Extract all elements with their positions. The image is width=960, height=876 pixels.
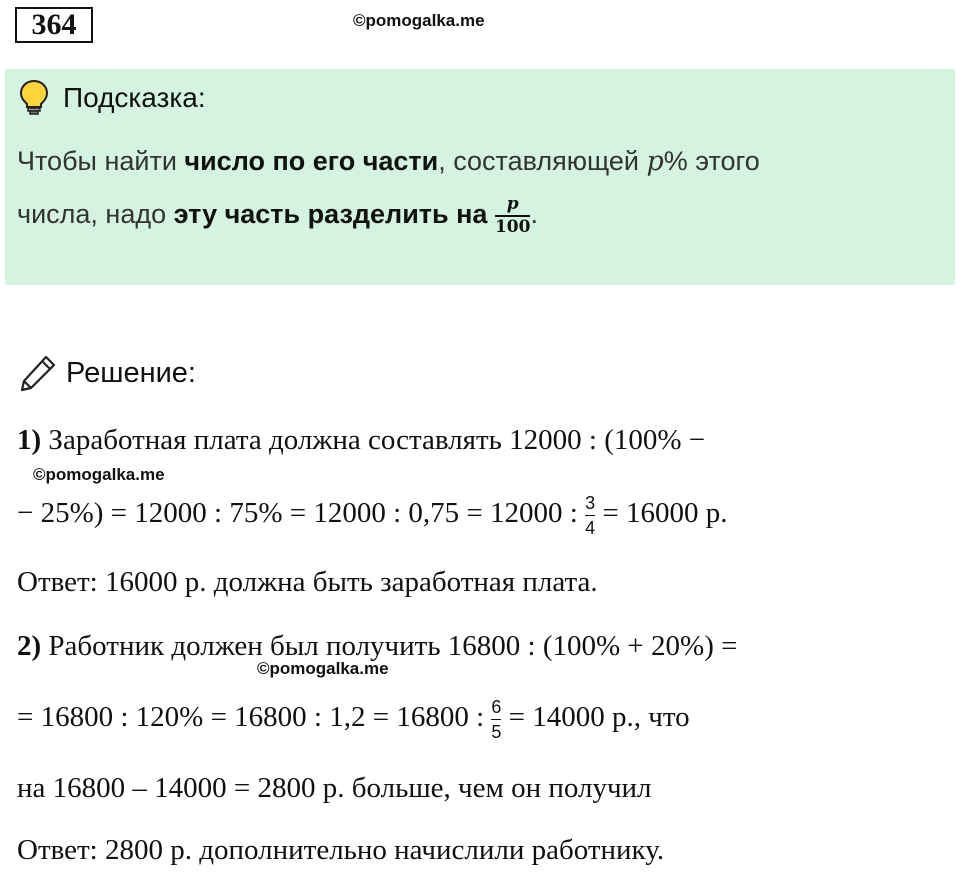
hint-fraction: [495, 196, 531, 236]
pencil-icon: [18, 353, 58, 393]
solution-text: = 16000 р.: [595, 497, 728, 530]
answer-2: Ответ: 2800 р. дополнительно начислили работнику.: [17, 834, 665, 866]
solution-text: = 16800 : 120% = 16800 : 1,2 = 16800 :: [17, 701, 492, 734]
solution-text: = 14000 р., что: [501, 701, 690, 734]
hint-line-2: [17, 196, 538, 236]
hint-bold: число по его части: [184, 146, 439, 176]
hint-variable: p: [646, 146, 664, 177]
fraction-denominator: 100: [494, 217, 531, 237]
fraction-3-4: [585, 494, 595, 537]
fraction-numerator: p: [506, 194, 519, 214]
hint-bold: эту часть разделить на: [173, 199, 495, 230]
solution-line-5: на 16800 – 14000 = 2800 р. больше, чем он получил: [17, 772, 652, 804]
part-number: 1): [17, 424, 42, 456]
watermark-top: ©pomogalka.me: [353, 11, 485, 30]
watermark-middle: ©pomogalka.me: [33, 465, 165, 484]
fraction-6-5: [491, 698, 501, 741]
hint-title: Подсказка:: [63, 82, 206, 113]
hint-text: , составляющей: [438, 146, 647, 176]
fraction-numerator: 6: [491, 697, 502, 717]
problem-number: 364: [15, 7, 93, 43]
fraction-denominator: 4: [585, 518, 596, 538]
solution-line-1: [17, 424, 705, 457]
solution-text: Работник должен был получить 16800 : (100% + 20%) =: [41, 630, 738, 662]
answer-1: Ответ: 16000 р. должна быть заработная плата.: [17, 566, 598, 598]
hint-text: Чтобы найти: [17, 146, 185, 176]
solution-text: − 25%) = 12000 : 75% = 12000 : 0,75 = 12000 :: [17, 497, 586, 530]
hint-line-1: [17, 146, 760, 177]
hint-text: % этого: [663, 146, 760, 176]
watermark-bottom: ©pomogalka.me: [257, 659, 389, 678]
fraction-numerator: 3: [585, 493, 596, 513]
hint-text: .: [530, 199, 538, 230]
solution-title: Решение:: [66, 357, 196, 389]
solution-text: Заработная плата должна составлять 12000 : (100% −: [41, 424, 706, 456]
part-number: 2): [17, 630, 42, 662]
lightbulb-icon: [18, 79, 50, 115]
hint-text: числа, надо: [17, 199, 174, 230]
solution-line-4: [17, 698, 690, 741]
fraction-denominator: 5: [491, 722, 502, 742]
solution-line-2: [17, 494, 727, 537]
